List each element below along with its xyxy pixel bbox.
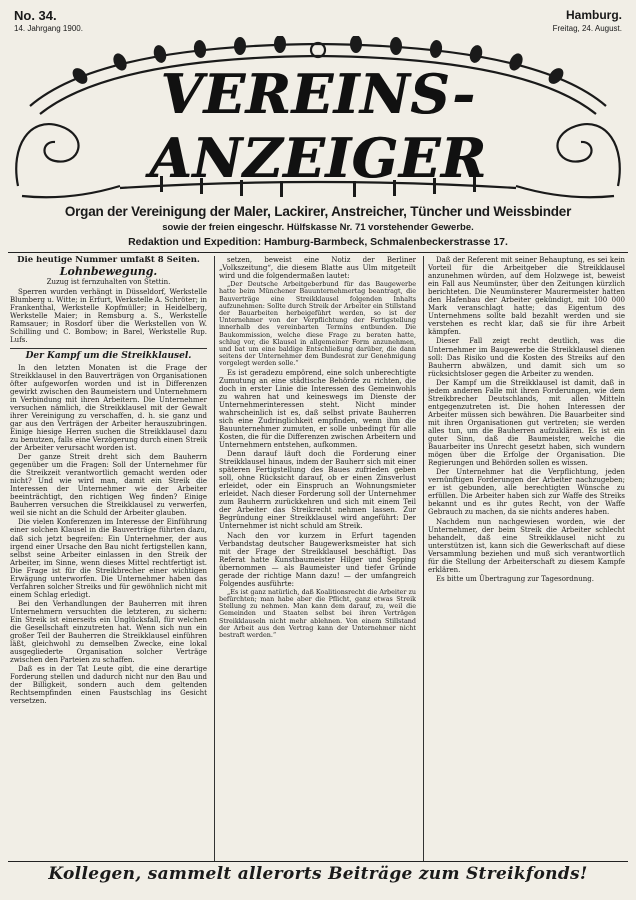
organ-line: Organ der Vereinigung der Maler, Lackirer, Anstreicher, Tüncher und Weissbinder	[64, 204, 572, 219]
section-heading: Lohnbewegung.	[59, 265, 158, 279]
paragraph: Bei den Verhandlungen der Bauherren mit ihren Unternehmern versuchten die letzteren, zu sichern: Ein Streik ist einerseits ein Unglücksfall, für welchen die Gesellschaft einzutreten hat. Wenn sich nun ein großer Teil der Bauherren die Streikklausel einführen läßt, gleichwohl zu demselben Zwecke, eine lokal ausgegliederte Organisation solcher Verträge zwischen den Parteien zu schaffen.	[10, 599, 207, 665]
paragraph: Der ganze Streit dreht sich dem Bauherrn gegenüber um die Fragen: Soll der Unternehmer für die Streikzeit verantwortlich gemacht werden oder nicht? Und wie wird man, damit ein Streik die Interessen der Unternehmer wie der Arbeiter beeinträchtigt, den richtigen Weg finden? Einige Bauherren versuchen die Streikklausel zu verwerfen, weil sie nicht an die Schuld der Arbeiter glauben.	[10, 453, 207, 518]
column-3	[428, 256, 625, 861]
page-count-note: Die heutige Nummer umfaßt 8 Seiten.	[17, 256, 200, 265]
redaktion-line: Redaktion und Expedition: Hamburg-Barmbeck, Schmalenbeckerstrasse 17.	[128, 236, 508, 248]
masthead-title: VEREINS-ANZEIGER	[149, 62, 487, 190]
subtitle-line: sowie der freien eingeschr. Hülfskasse Nr. 71 vorstehender Gewerbe.	[162, 222, 474, 233]
paragraph: Dieser Fall zeigt recht deutlich, was die Unternehmer im Baugewerbe die Streikklausel dienen soll: Das Risiko und die Kosten des Streiks auf den Bauherrn abwälzen, und damit sich um so rücksichtsloser gegen die Arbeiter zu wenden.	[428, 337, 625, 378]
paragraph: Die vielen Konferenzen im Interesse der Einführung einer solchen Klausel in die Bauverträge führten dazu, daß sich jetzt begreifen: Ein Unternehmer, der aus irgend einer Ursache den Bau nicht fertigstellen kann, selbst seine Arbeiter einlassen in den Streik der Arbeiter, im Sinne, wenn dieses Mittel rechtfertigt ist. Die Frage ist für die Streikbrecher einer wichtigen Erwägung unterworfen. Die Unternehmer haben das Verfahren solcher Streiks und für gewöhnlich nicht mit einem Schlag erledigt.	[10, 518, 207, 599]
column-divider	[214, 256, 215, 861]
column-2	[219, 256, 416, 861]
sperren-paragraph: Sperren wurden verhängt in Düsseldorf, Werkstelle Blumberg u. Witte; in Erfurt, Werkstelle A. Schröter; in Frankenthal, Werkstelle Kopfmüller; in Heidelberg, Werkstelle Maier; in Remsburg a. S., Werkstelle Ramsauer; in Rosdorf über die Werkstellen von W. Schilling und C. Bombow; in Barel, Werkstelle Rup. Lufs.	[10, 288, 207, 345]
paragraph: Daß der Referent mit seiner Behauptung, es sei kein Vorteil für die Arbeitgeber die Streikklausel anzunehmen würden, auf dem Holzwege ist, beweist ein Fall aus Neumünster, über den Zeitungen kürzlich berichteten. Die Neumünsterer Maurermeister hatten den Hafenbau der Arbeiter gekündigt, mit 100 000 Mark veranschlagt hatte; das Eigentum des Unternehmens sollte bald bezahlt werden und sie verstehen es recht klar, daß sie für ihre Arbeit kämpfen.	[428, 256, 625, 337]
footer-rule	[8, 861, 628, 862]
paragraph: Daß es in der Tat Leute gibt, die eine derartige Forderung stellen und dadurch nicht nur den Bau und der Billigkeit, sondern auch dem geltenden Rechtsempfinden einen Faustschlag ins Gesicht versetzen.	[10, 665, 207, 706]
paragraph: Es bitte um Übertragung zur Tagesordnung.	[436, 574, 594, 583]
quote-paragraph: „Der Deutsche Arbeitgeberbund für das Baugewerbe hatte beim Münchener Bauunternehmertag beantragt, die Bauverträge eine Streikklausel folgenden Inhalts aufzunehmen: Sollte durch Streik der Arbeiter ein Stillstand der Bauarbeiten herbeigeführt werden, so ist der Unternehmer von der Verpflichtung der Fertigstellung innerhalb des vereinbarten Termins entbunden. Die Baukommission, welche diese Frage zu beraten hatte, schlug vor, die Klausel in allgemeiner Form anzunehmen, und bat um eine baldige Entschließung darüber, die dann seitens der Unternehmer dem Bundesrat zur Genehmigung vorgelegt werden solle.“	[219, 280, 416, 368]
section-subline: Zuzug ist fernzuhalten von Stettin.	[46, 278, 171, 287]
column-1	[10, 256, 207, 861]
issue-number: No. 34.	[14, 8, 57, 23]
paragraph: Der Unternehmer hat die Verpflichtung, jeden vernünftigen Forderungen der Arbeiter nachzugeben; er ist gebunden, alle berechtigten Wünsche zu erfüllen. Die Arbeiter haben sich zur Waffe des Streiks bekannt und es ihr gutes Recht, von der Waffe Gebrauch zu machen, da sie nichts anderes haben.	[428, 468, 625, 517]
header-rule	[8, 252, 628, 253]
column-divider	[423, 256, 424, 861]
paragraph: setzen, beweist eine Notiz der Berliner „Volkszeitung“, die diesem Blatte aus Ulm mitgeteilt wird und die folgendermaßen lautet:	[219, 256, 416, 281]
paragraph: Denn darauf läuft doch die Forderung einer Streikklausel hinaus, indem der Bauherr sich mit einer späteren Fertigstellung des Baues zufrieden geben soll, ohne Rücksicht darauf, ob er einen Zinsverlust erleidet, oder ein Einspruch an Wohnungsmieter erleidet. Nach dieser Forderung soll der Unternehmer zum Bauherrn zurückkehren und sich mit einem Teil der Arbeiter das Streikrecht nehmen lassen. Zur Begründung einer Streikklausel wird angeführt: Der Unternehmer ist nicht schuld am Streik.	[219, 450, 416, 531]
publication-city: Hamburg.	[565, 8, 622, 22]
publication-date: Freitag, 24. August.	[552, 24, 622, 33]
footer-slogan: Kollegen, sammelt allerorts Beiträge zum Streikfonds!	[48, 864, 588, 884]
paragraph: Der Kampf um die Streikklausel ist damit, daß in jedem anderen Falle mit ihren Forderungen, wie dem Streikbrecher Deutschlands, mit allen Mitteln entgegenzutreten ist. Die hohen Interessen der Arbeiter müssen sich bewähren. Die Bauarbeiter sind mit ihren Organisationen gut vertreten; sie werden alles tun, um die Bauherren aufzuklären. Es ist ein guter Sinn, daß die Baumeister, welche die Bauarbeiter ins Unrecht gesetzt haben, sich wundern mögen über die Erfolge der Organisation. Die Regierungen und Behörden sollen es wissen.	[428, 378, 625, 468]
volume-year: 14. Jahrgang 1900.	[14, 24, 83, 33]
paragraph: Nach den vor kurzem in Erfurt tagenden Verbandstag deutscher Baugewerksmeister hat sich mit der Frage der Streikklausel beschäftigt. Das Referat hatte Kunstbaumeister Hilger und Sepping übernommen — als Baumeister und tiefer Gründe gerade der richtige Mann dazu! — der umfangreich Folgendes ausführte:	[219, 531, 416, 588]
quote-paragraph: „Es ist ganz natürlich, daß Koalitionsrecht die Arbeiter zu befürchten; man habe aber die Pflicht, ganz etwas Streik Stellung zu nehmen. Man kann dem darauf, zu, weil die Gemeinden und Staaten selbst bei ihren Verträgen Streikklauseln nicht mehr ablehnen. Von einem Stillstand der Arbeit aus den Vertrag kann der Unternehmer nicht bestraft werden.“	[219, 587, 416, 640]
paragraph: Nachdem nun nachgewiesen worden, wie der Unternehmer, der beim Streik die Arbeiter schlecht behandelt, daß eine Streikklausel nicht zu unterstützen ist, kann sich die Gewerkschaft auf diese Versammlung beziehen und muß sich verantwortlich für die Stellung der Arbeiterschaft zu diesem Kampfe erklären.	[428, 517, 625, 574]
article-title: Der Kampf um die Streikklausel.	[10, 348, 207, 360]
paragraph: In den letzten Monaten ist die Frage der Streikklausel in den Bauverträgen von Organisationen öfter aufgeworfen worden und ist in Differenzen gewirkt zwischen den Baumeistern und Unternehmern in Verbindung mit ihren Arbeitern. Die Unternehmer versuchen nämlich, die Streikklausel mit der Gewalt ihrer Vereinigung zu verschaffen, d. h. sie ganz und gar aus den Verträgen der Arbeiter herauszubringen. Einige hiesige Herren suchen die Streikklausel dazu zu benutzen, falls eine Verzögerung durch einen Streik der Arbeiter verursacht worden ist.	[10, 363, 207, 452]
paragraph: Es ist geradezu empörend, eine solch unberechtigte Zumutung an eine städtische Behörde zu richten, die doch in erster Linie die Interessen des Gemeinwohls zu wahren hat und keineswegs im Dienste der Unternehmerinteressen steht. Nicht minder wahrscheinlich ist es, daß selbst private Bauherren sich eine Zudringlichkeit empfinden, wenn ihm die Bauunternehmer zumuten, er solle unbedingt für alle Kosten, die für die Differenzen zwischen Arbeitern und Unternehmern entstehen, aufkommen.	[219, 368, 416, 449]
